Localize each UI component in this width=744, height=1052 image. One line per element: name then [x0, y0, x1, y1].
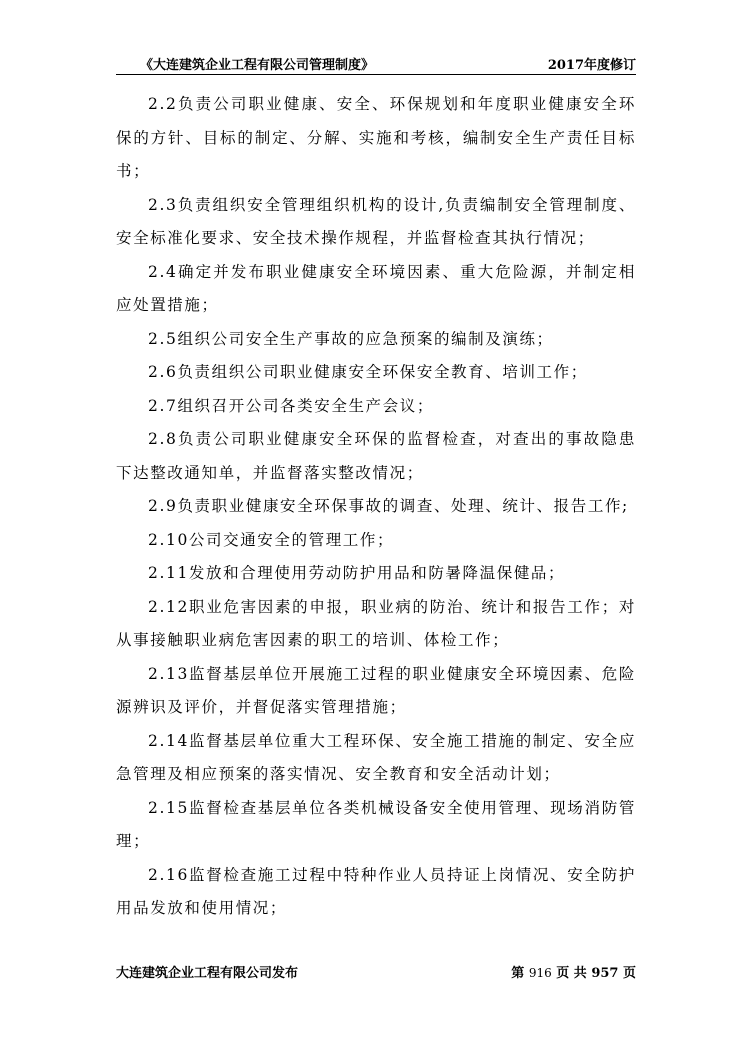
document-body: [116, 88, 636, 926]
clause-2-13: 2.13监督基层单位开展施工过程的职业健康安全环境因素、危险源辨识及评价，并督促落实管理措施；: [116, 664, 636, 716]
clause-2-8: 2.8负责公司职业健康安全环保的监督检查，对查出的事故隐患下达整改通知单，并监督落实整改情况；: [116, 430, 636, 482]
revision-label: 2017年度修订: [547, 58, 636, 73]
clause-2-9: 2.9负责职业健康安全环保事故的调查、处理、统计、报告工作;: [148, 497, 629, 515]
page-suffix: 页: [622, 966, 636, 981]
clause-2-16: 2.16监督检查施工过程中特种作业人员持证上岗情况、安全防护用品发放和使用情况；: [116, 865, 636, 917]
page-current: 916: [528, 966, 552, 980]
clause-2-3: 2.3负责组织安全管理组织机构的设计,负责编制安全管理制度、安全标准化要求、安全技术操作规程，并监督检查其执行情况；: [116, 195, 636, 247]
clause-2-14: 2.14监督基层单位重大工程环保、安全施工措施的制定、安全应急管理及相应预案的落实情况、安全教育和安全活动计划；: [116, 731, 636, 783]
page-number: [511, 962, 636, 981]
page-total: 957: [591, 966, 619, 981]
clause-2-11: 2.11发放和合理使用劳动防护用品和防暑降温保健品；: [148, 564, 566, 582]
clause-2-2: 2.2负责公司职业健康、安全、环保规划和年度职业健康安全环保的方针、目标的制定、分解、实施和考核，编制安全生产责任目标书；: [116, 95, 636, 180]
clause-2-4: 2.4确定并发布职业健康安全环境因素、重大危险源，并制定相应处置措施；: [116, 262, 636, 314]
publisher-label: 大连建筑企业工程有限公司发布: [116, 966, 299, 981]
clause-2-15: 2.15监督检查基层单位各类机械设备安全使用管理、现场消防管理；: [116, 798, 636, 850]
clause-2-10: 2.10公司交通安全的管理工作；: [148, 530, 395, 549]
page-prefix: 第: [511, 966, 525, 981]
document-title: 《大连建筑企业工程有限公司管理制度》: [140, 58, 375, 73]
clause-2-6: 2.6负责组织公司职业健康安全环保安全教育、培训工作；: [148, 363, 588, 381]
page-footer: [116, 962, 636, 982]
clause-2-12: 2.12职业危害因素的申报，职业病的防治、统计和报告工作；对从事接触职业病危害因素的职工的培训、体检工作；: [116, 597, 636, 649]
page-mid: 页 共: [556, 966, 587, 981]
clause-2-7: 2.7组织召开公司各类安全生产会议；: [148, 396, 434, 415]
clause-2-5: 2.5组织公司安全生产事故的应急预案的编制及演练；: [148, 329, 554, 348]
page-header: [116, 52, 636, 75]
